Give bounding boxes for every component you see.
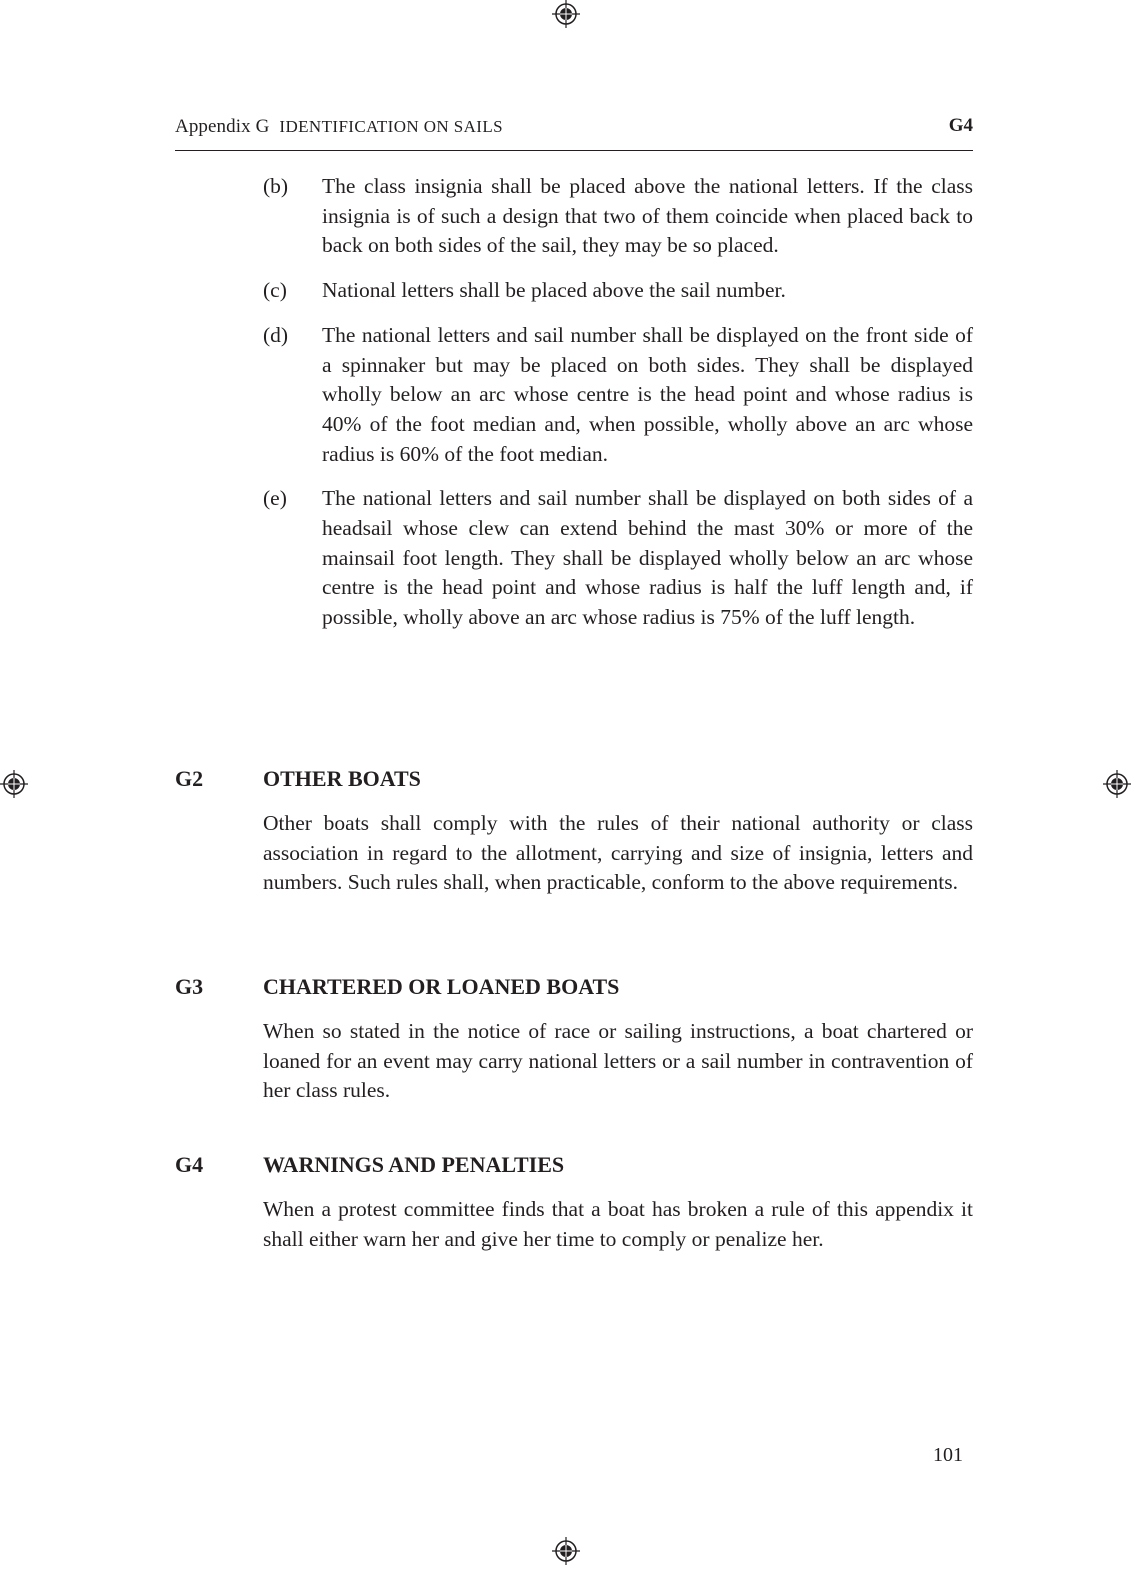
running-header — [175, 114, 973, 151]
section-number: G4 — [175, 1152, 204, 1177]
appendix-label: Appendix G — [175, 116, 270, 137]
registration-mark-icon — [0, 770, 28, 798]
section-g3 — [175, 972, 973, 1106]
appendix-title: IDENTIFICATION ON SAILS — [279, 117, 503, 136]
section-body: Other boats shall comply with the rules of their national authority or class association in regard to the allotment, carrying and size of insignia, letters and numbers. Such rules shall, when practicable, conform to the above requirements. — [263, 811, 973, 895]
section-body: When a protest committee finds that a boat has broken a rule of this appendix it shall either warn her and give her time to comply or penalize her. — [263, 1197, 973, 1251]
section-g4 — [175, 1150, 973, 1254]
section-title: WARNINGS AND PENALTIES — [263, 1152, 565, 1177]
page-number: 101 — [933, 1444, 963, 1466]
item-text: The national letters and sail number shall be displayed on both sides of a headsail whose clew can extend behind the mast 30% or more of the mainsail foot length. They shall be displayed wholly below an arc whose centre is the head point and whose radius is half the luff length and, if possible, wholly above an arc whose radius is 75% of the luff length. — [322, 486, 973, 630]
item-text: The national letters and sail number shall be displayed on the front side of a spinnaker but may be placed on both sides. They shall be displayed wholly below an arc whose centre is the head point and whose radius is 40% of the foot median and, when possible, wholly above an arc whose radius is 60% of the foot median. — [322, 322, 973, 466]
section-title: OTHER BOATS — [263, 766, 421, 791]
item-label: (c) — [263, 278, 287, 303]
registration-mark-icon — [1103, 770, 1131, 798]
item-text: The class insignia shall be placed above the national letters. If the class insignia is of such a design that two of them coincide when placed back to back on both sides of the sail, they may be so placed. — [322, 174, 973, 258]
item-label: (b) — [263, 174, 289, 198]
item-label: (e) — [263, 486, 287, 511]
list-item — [263, 484, 973, 633]
section-number: G3 — [175, 974, 204, 999]
header-left — [175, 116, 503, 138]
list-item — [263, 172, 973, 261]
item-text: National letters shall be placed above the sail number. — [322, 278, 786, 303]
section-g2 — [175, 764, 973, 898]
registration-mark-icon — [552, 1537, 580, 1565]
item-label: (d) — [263, 322, 289, 347]
section-heading — [175, 972, 973, 1002]
section-body: When so stated in the notice of race or sailing instructions, a boat chartered or loaned for an event may carry national letters or a sail number in contravention of her class rules. — [263, 1019, 973, 1103]
section-heading — [175, 764, 973, 794]
section-number: G2 — [175, 766, 204, 791]
section-title: CHARTERED OR LOANED BOATS — [263, 974, 620, 999]
list-item — [263, 321, 973, 470]
rule-list — [263, 172, 973, 648]
registration-mark-icon — [552, 0, 580, 28]
section-ref: G4 — [948, 115, 973, 136]
section-heading — [175, 1150, 973, 1180]
list-item — [263, 276, 973, 306]
